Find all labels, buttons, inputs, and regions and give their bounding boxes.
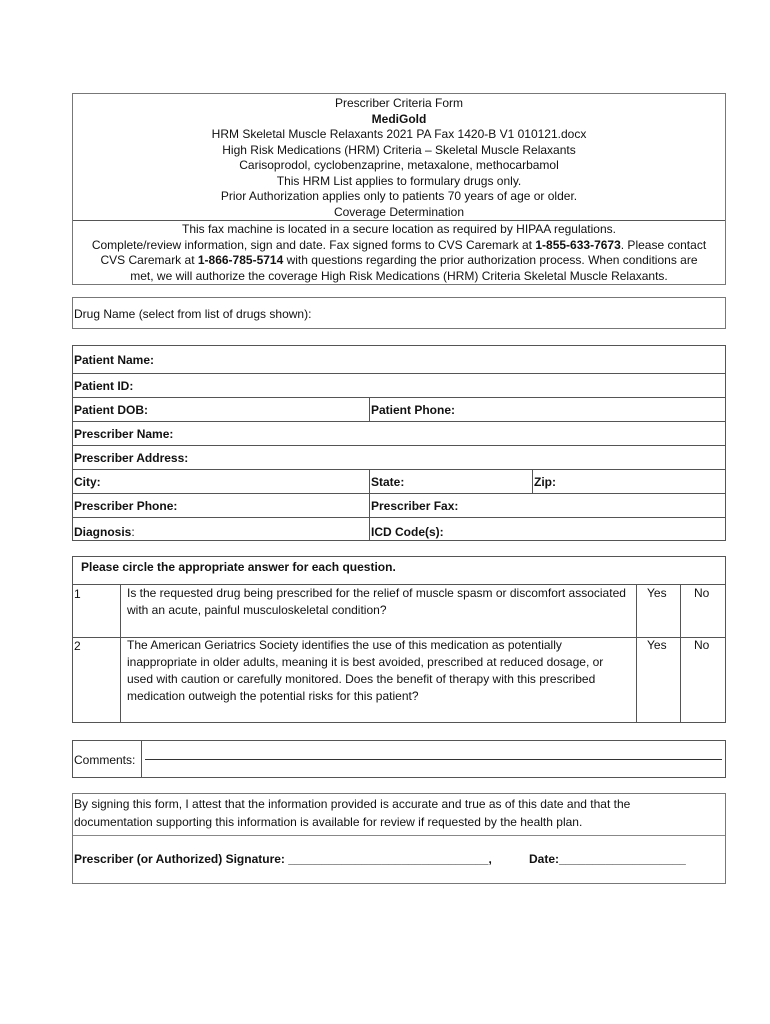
drug-list: Carisoprodol, cyclobenzaprine, metaxalone, methocarbamol xyxy=(239,158,559,172)
prescriber-name-field[interactable]: Prescriber Name: xyxy=(74,427,174,441)
attestation-box xyxy=(72,793,726,884)
question-number: 2 xyxy=(74,639,81,653)
form-title: Prescriber Criteria Form xyxy=(334,96,463,110)
formulary-note: This HRM List applies to formulary drugs only. xyxy=(276,173,522,188)
no-option[interactable]: No xyxy=(694,586,710,600)
patient-name-field[interactable]: Patient Name: xyxy=(74,353,155,367)
fax-number: 1-855-633-7673 xyxy=(535,237,621,252)
question-number: 1 xyxy=(74,587,81,601)
drug-name-field[interactable] xyxy=(72,297,726,329)
drug-name-label: Drug Name (select from list of drugs shown): xyxy=(74,307,312,321)
form-header xyxy=(72,93,726,285)
header-divider xyxy=(73,220,725,221)
comments-field[interactable] xyxy=(145,759,722,760)
date-field[interactable]: Date:___________________ xyxy=(529,852,686,866)
question-text: Is the requested drug being prescribed for the relief of muscle spasm or discomfort associated with an acute, painful musculoskeletal condition? xyxy=(127,586,626,617)
plan-name: MediGold xyxy=(371,111,427,126)
diagnosis-field[interactable]: Diagnosis: xyxy=(74,525,135,539)
prescriber-fax-field[interactable]: Prescriber Fax: xyxy=(371,499,459,513)
questions-instruction: Please circle the appropriate answer for each question. xyxy=(81,560,396,574)
icd-code-field[interactable]: ICD Code(s): xyxy=(371,525,444,539)
prescriber-address-field[interactable]: Prescriber Address: xyxy=(74,451,189,465)
yes-option[interactable]: Yes xyxy=(647,638,667,652)
criteria-title: High Risk Medications (HRM) Criteria – Skeletal Muscle Relaxants xyxy=(222,142,576,157)
fax-instructions: This fax machine is located in a secure location as required by HIPAA regulations. Complete/review information, sign and date. Fax signed forms to CVS Caremark at 1-855-633-7673. Please contact CVS Caremark at 1-866-785-5714 with questions regarding the prior authorization process. When conditions are met, we will authorize the coverage High Risk Medications (HRM) Criteria Skeletal Muscle Relaxants. xyxy=(91,222,707,283)
zip-field[interactable]: Zip: xyxy=(534,475,556,489)
patient-dob-field[interactable]: Patient DOB: xyxy=(74,403,149,417)
questions-table xyxy=(72,556,726,723)
document-id: HRM Skeletal Muscle Relaxants 2021 PA Fax 1420-B V1 010121.docx xyxy=(211,127,587,141)
yes-option[interactable]: Yes xyxy=(647,586,667,600)
prescriber-phone-field[interactable]: Prescriber Phone: xyxy=(74,499,178,513)
patient-phone-field[interactable]: Patient Phone: xyxy=(371,403,456,417)
city-field[interactable]: City: xyxy=(74,475,101,489)
question-text: The American Geriatrics Society identifies the use of this medication as potentially inappropriate in older adults, meaning it is best avoided, prescribed at reduced dosage, or used with caution or carefully monitored. Does the benefit of therapy with this prescribed medication outweigh the potential risks for this patient? xyxy=(127,638,604,703)
patient-id-field[interactable]: Patient ID: xyxy=(74,379,134,393)
attestation-text: By signing this form, I attest that the information provided is accurate and true as of this date and that the documentation supporting this information is available for review if requested by the health plan. xyxy=(74,797,631,829)
signature-field[interactable]: Prescriber (or Authorized) Signature: ______________________________, xyxy=(74,852,492,866)
contact-number: 1-866-785-5714 xyxy=(197,253,284,267)
comments-box xyxy=(72,740,726,778)
patient-info-grid xyxy=(72,345,726,541)
comments-label: Comments: xyxy=(74,753,136,767)
age-note: Prior Authorization applies only to patients 70 years of age or older. xyxy=(220,189,578,203)
state-field[interactable]: State: xyxy=(371,475,405,489)
no-option[interactable]: No xyxy=(694,638,710,652)
coverage-determination: Coverage Determination xyxy=(333,204,465,219)
